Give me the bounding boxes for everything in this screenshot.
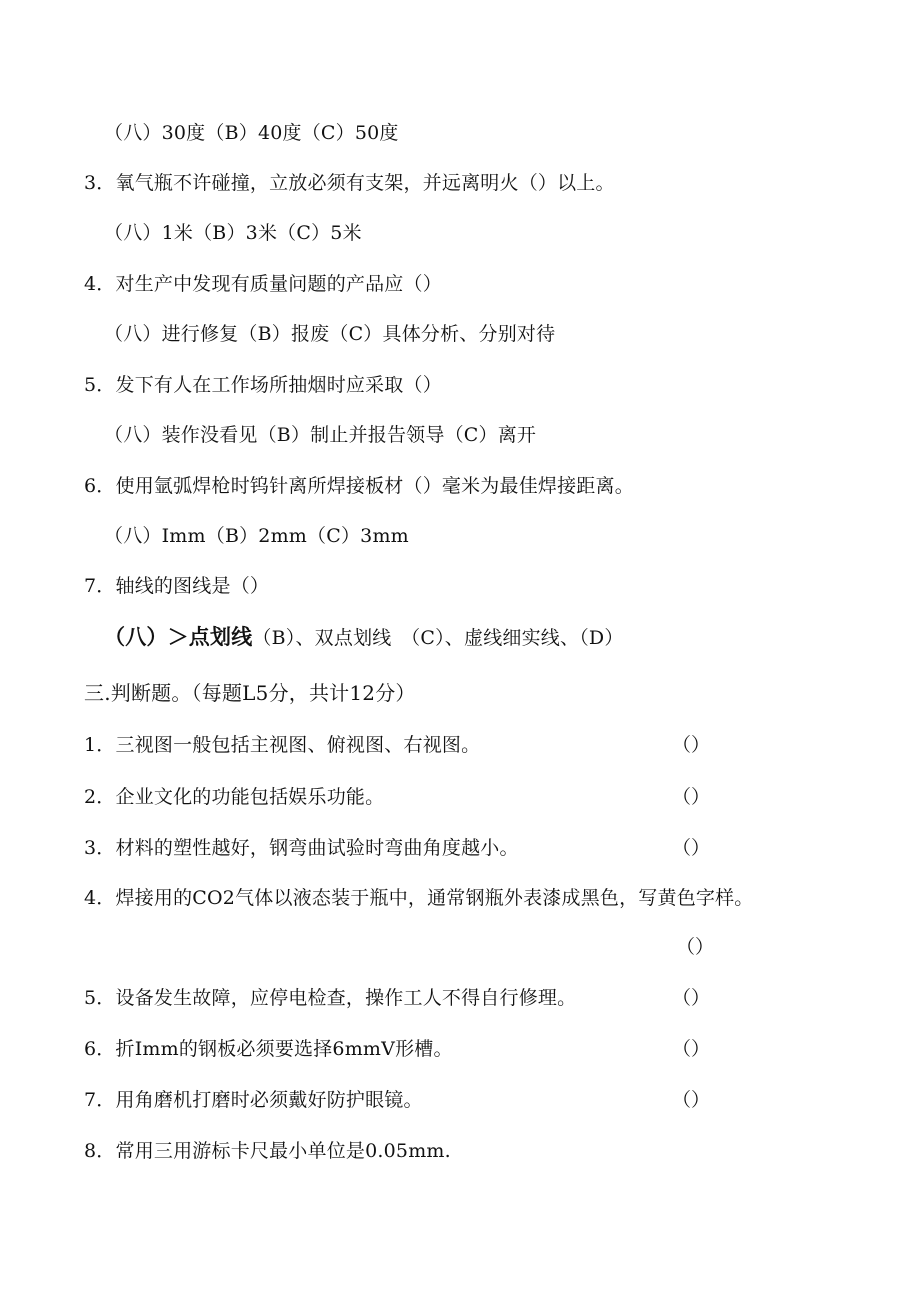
question-7-option-a: （八）＞点划线: [104, 624, 253, 649]
question-4-options: （八）进行修复（B）报废（C）具体分析、分别对待: [104, 323, 556, 345]
question-3-stem: 3．氧气瓶不许碰撞，立放必须有支架，并远离明火（）以上。: [84, 172, 615, 194]
tf-item-1: 1．三视图一般包括主视图、俯视图、右视图。: [84, 734, 481, 756]
tf-item-8: 8．常用三用游标卡尺最小单位是0.05mm.: [84, 1140, 451, 1162]
tf-answer-5[interactable]: （）: [672, 987, 711, 1009]
tf-answer-3[interactable]: （）: [672, 837, 711, 859]
tf-answer-7[interactable]: （）: [672, 1089, 711, 1111]
tf-item-3: 3．材料的塑性越好，钢弯曲试验时弯曲角度越小。: [84, 837, 519, 859]
tf-item-4: 4．焊接用的CO2气体以液态装于瓶中，通常钢瓶外表漆成黑色，写黄色字样。: [84, 887, 754, 909]
question-4-stem: 4．对生产中发现有质量问题的产品应（）: [84, 273, 442, 295]
q2-options: （八）30度（B）40度（C）50度: [104, 122, 399, 144]
tf-item-6: 6．折Imm的钢板必须要选择6mmV形槽。: [84, 1038, 453, 1060]
question-5-stem: 5．发下有人在工作场所抽烟时应采取（）: [84, 374, 442, 396]
section-3-heading: 三.判断题。（每题L5分，共计12分）: [84, 681, 416, 705]
tf-answer-4[interactable]: （）: [676, 936, 715, 958]
question-7-option-rest: （B）、双点划线 （C）、虚线细实线、（D）: [252, 627, 624, 649]
question-7-options: [104, 625, 624, 650]
tf-answer-6[interactable]: （）: [672, 1038, 711, 1060]
question-5-options: （八）装作没看见（B）制止并报告领导（C）离开: [104, 424, 537, 446]
tf-answer-1[interactable]: （）: [672, 734, 711, 756]
question-6-options: （八）Imm（B）2mm（C）3mm: [104, 525, 409, 547]
tf-item-5: 5．设备发生故障，应停电检查，操作工人不得自行修理。: [84, 987, 577, 1009]
question-6-stem: 6．使用氩弧焊枪时钨针离所焊接板材（）毫米为最佳焊接距离。: [84, 475, 634, 497]
question-3-options: （八）1米（B）3米（C）5米: [104, 222, 362, 244]
tf-answer-2[interactable]: （）: [672, 786, 711, 808]
tf-item-7: 7．用角磨机打磨时必须戴好防护眼镜。: [84, 1089, 423, 1111]
question-7-stem: 7．轴线的图线是（）: [84, 575, 270, 597]
tf-item-2: 2．企业文化的功能包括娱乐功能。: [84, 786, 385, 808]
